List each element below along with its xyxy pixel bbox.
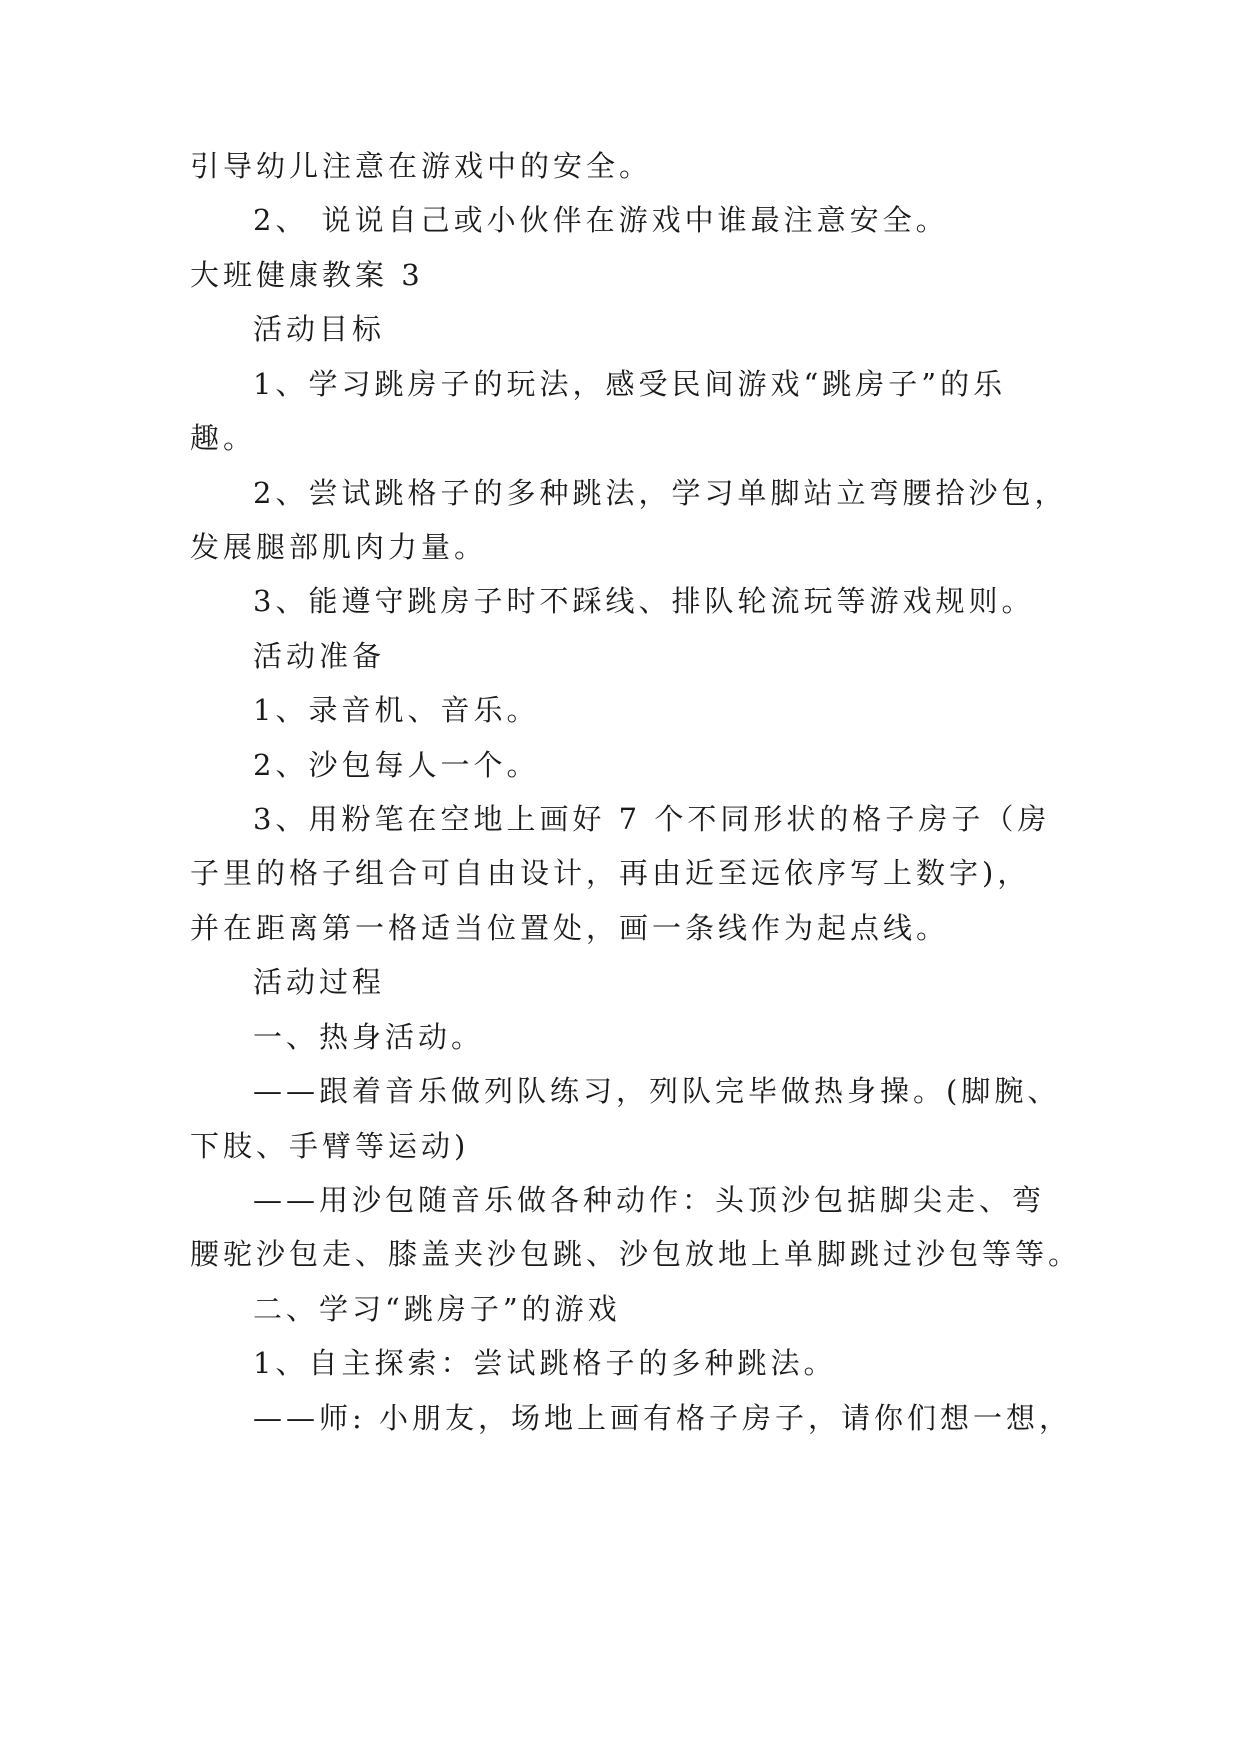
subheading: 二、学习“跳房子”的游戏	[253, 1292, 621, 1326]
text-line: 3、能遵守跳房子时不踩线、排队轮流玩等游戏规则。	[253, 584, 1035, 618]
subheading: 活动过程	[253, 965, 386, 999]
subheading: 活动准备	[253, 639, 386, 673]
text-line: ——跟着音乐做列队练习，列队完毕做热身操。(脚腕、	[253, 1074, 1061, 1108]
text-line: 1、自主探索：尝试跳格子的多种跳法。	[253, 1346, 837, 1380]
text-line: 并在距离第一格适当位置处，画一条线作为起点线。	[190, 911, 950, 945]
text-line: 趣。	[190, 421, 257, 455]
text-line: ——师: 小朋友，场地上画有格子房子，请你们想一想，	[253, 1401, 1072, 1435]
text-line: 下肢、手臂等运动)	[190, 1129, 470, 1163]
text-line: 2、 说说自己或小伙伴在游戏中谁最注意安全。	[253, 203, 949, 237]
text-line: 1、学习跳房子的玩法，感受民间游戏“跳房子”的乐	[253, 367, 1007, 401]
text-line: 2、尝试跳格子的多种跳法，学习单脚站立弯腰拾沙包，	[253, 476, 1068, 510]
section-heading: 大班健康教案 3	[190, 258, 424, 292]
text-line: 发展腿部肌肉力量。	[190, 530, 488, 564]
text-line: ——用沙包随音乐做各种动作：头顶沙包掂脚尖走、弯	[253, 1183, 1046, 1217]
text-line: 3、用粉笔在空地上画好 7 个不同形状的格子房子（房	[253, 802, 1051, 836]
text-line: 2、沙包每人一个。	[253, 748, 540, 782]
text-line: 引导幼儿注意在游戏中的安全。	[190, 149, 653, 183]
text-line: 子里的格子组合可自由设计，再由近至远依序写上数字)，	[190, 856, 1031, 890]
subheading: 活动目标	[253, 312, 386, 346]
text-line: 一、热身活动。	[253, 1020, 485, 1054]
text-line: 腰驼沙包走、膝盖夹沙包跳、沙包放地上单脚跳过沙包等等。	[190, 1237, 1082, 1271]
text-line: 1、录音机、音乐。	[253, 693, 540, 727]
